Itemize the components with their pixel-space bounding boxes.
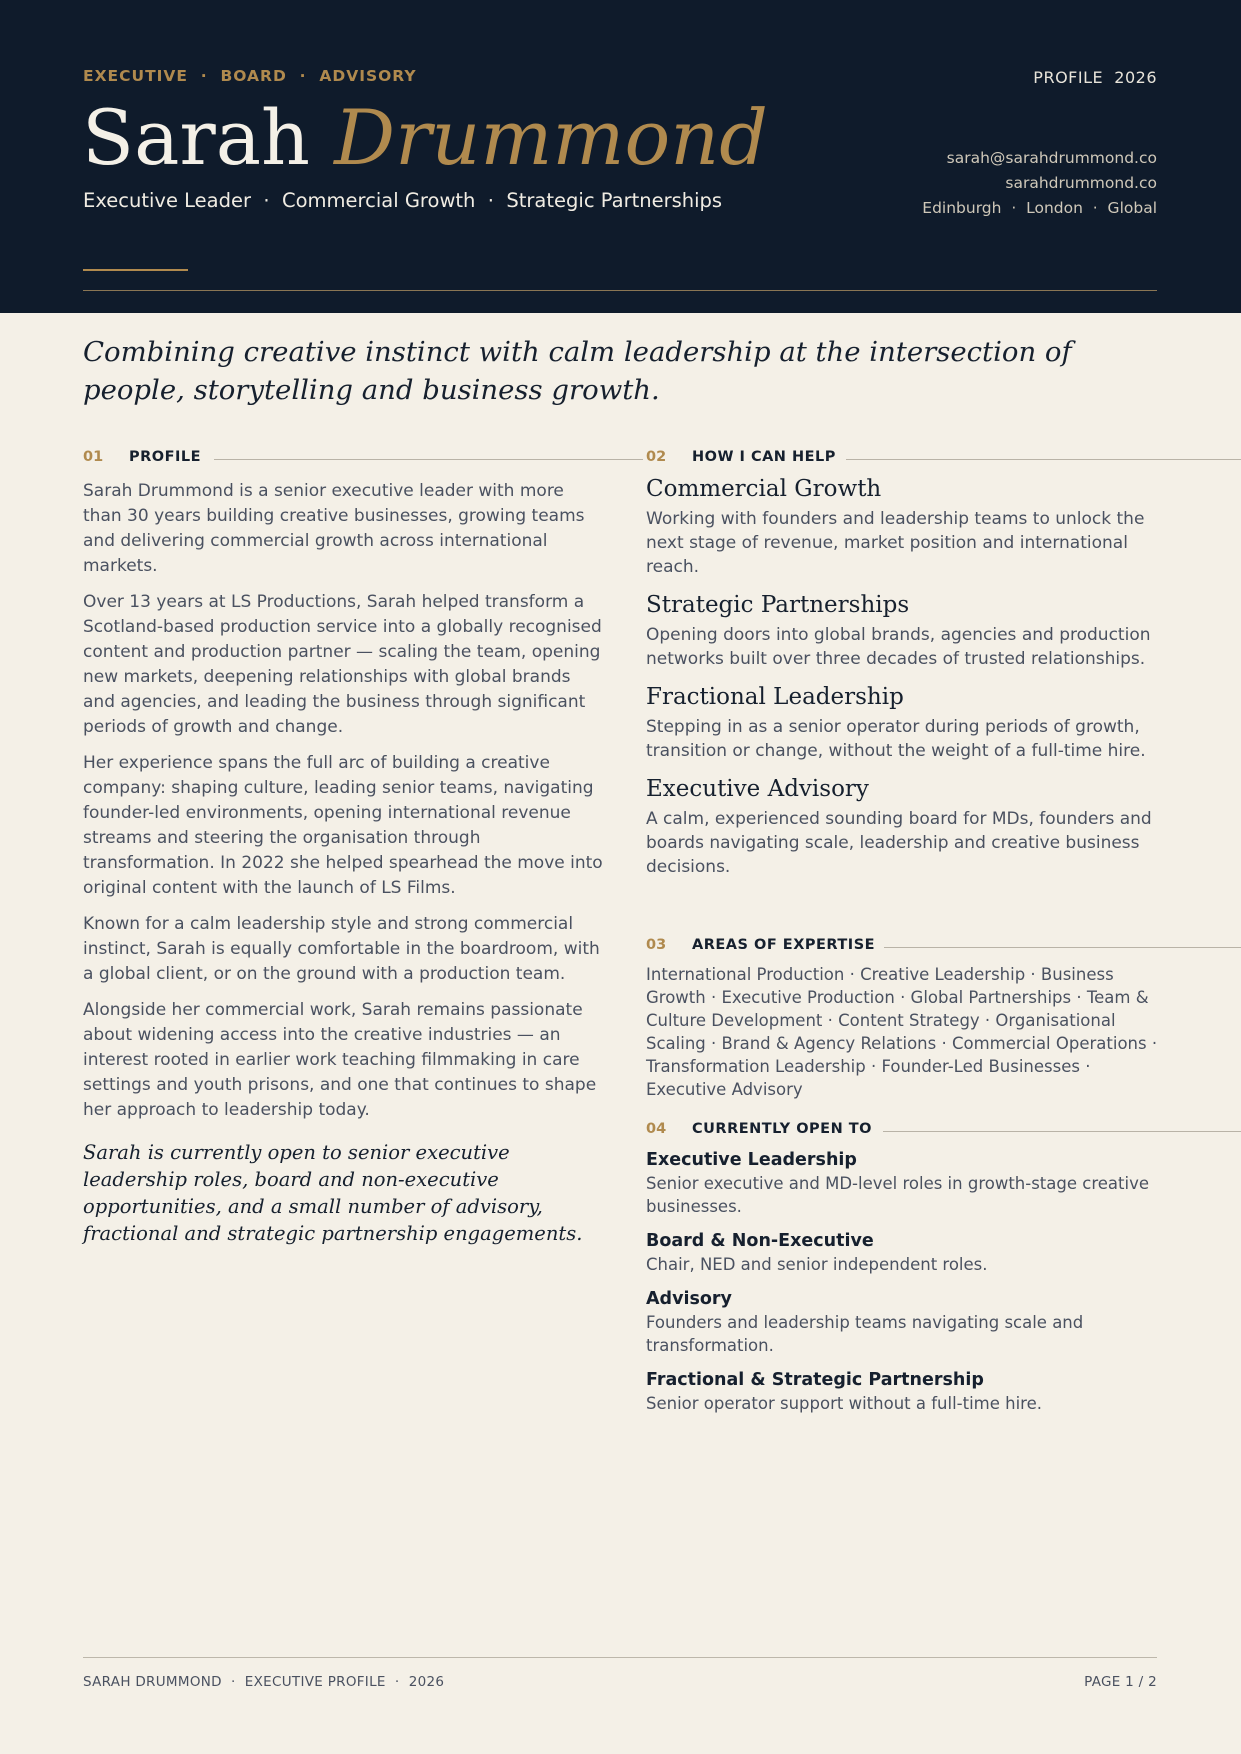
section-rule — [846, 459, 1241, 460]
open-to-list — [646, 1148, 1166, 1426]
section-header-profile — [83, 449, 643, 469]
help-item-text: Stepping in as a senior operator during periods of growth, transition or change, without the weight of a full-time hire. — [646, 717, 1146, 761]
help-item-text: A calm, experienced sounding board for MDs, founders and boards navigating scale, leadership and creative business decisions. — [646, 809, 1152, 877]
section-title: CURRENTLY OPEN TO — [692, 1121, 872, 1137]
help-item-title: Fractional Leadership — [646, 684, 904, 710]
open-to-text: Senior operator support without a full-time hire. — [646, 1394, 1042, 1413]
section-rule — [884, 947, 1241, 948]
email-link[interactable]: sarah@sarahdrummond.co — [946, 149, 1157, 167]
page-number: PAGE 1 / 2 — [1084, 1674, 1157, 1690]
section-header-expertise — [646, 937, 1241, 957]
header-band — [0, 0, 1241, 313]
role-eyebrow: EXECUTIVE · BOARD · ADVISORY — [83, 67, 417, 85]
open-to-title: Fractional & Strategic Partnership — [646, 1370, 984, 1390]
help-item-title: Commercial Growth — [646, 476, 882, 502]
section-number: 01 — [83, 449, 104, 465]
open-to-title: Board & Non-Executive — [646, 1231, 874, 1251]
open-to-item — [646, 1368, 1166, 1415]
contact-block — [922, 146, 1157, 221]
open-to-text: Senior executive and MD-level roles in growth-stage creative businesses. — [646, 1174, 1149, 1216]
last-name: Drummond — [334, 93, 768, 182]
help-item-title: Strategic Partnerships — [646, 592, 910, 618]
candidate-name — [82, 93, 768, 183]
open-to-title: Advisory — [646, 1289, 732, 1309]
section-title: PROFILE — [129, 449, 202, 465]
footer-label: SARAH DRUMMOND · EXECUTIVE PROFILE · 2026 — [83, 1674, 445, 1690]
help-item — [646, 775, 1161, 879]
first-name: Sarah — [82, 93, 310, 182]
help-list — [646, 475, 1161, 891]
intro-statement: Combining creative instinct with calm leadership at the intersection of people, storytelling and business growth. — [83, 336, 1072, 406]
header-divider — [83, 290, 1157, 291]
profile-paragraph: Sarah Drummond is a senior executive leader with more than 30 years building creative businesses, growing teams and delivering commercial growth across international markets. — [83, 481, 585, 576]
help-item — [646, 591, 1161, 671]
open-to-item — [646, 1229, 1166, 1276]
open-to-text: Founders and leadership teams navigating scale and transformation. — [646, 1313, 1084, 1355]
help-item — [646, 475, 1161, 579]
section-header-open-to — [646, 1121, 1241, 1141]
expertise-list: International Production · Creative Leadership · Business Growth · Executive Production · Global Partnerships · Team & Culture Development · Content Strategy · Organisational Scaling · Brand & Agency Relations · Commercial Operations · Transformation Leadership · Founder-Led Businesses · Executive Advisory — [646, 965, 1158, 1099]
section-title: AREAS OF EXPERTISE — [692, 937, 876, 953]
profile-paragraph: Known for a calm leadership style and strong commercial instinct, Sarah is equally comfortable in the boardroom, with a global client, or on the ground with a production team. — [83, 914, 600, 984]
section-number: 02 — [646, 449, 667, 465]
help-item-text: Working with founders and leadership teams to unlock the next stage of revenue, market position and international reach. — [646, 509, 1145, 577]
section-title: HOW I CAN HELP — [692, 449, 836, 465]
section-rule — [214, 459, 643, 460]
open-to-item — [646, 1287, 1166, 1357]
help-item-text: Opening doors into global brands, agencies and production networks built over three decades of trusted relationships. — [646, 625, 1151, 669]
open-to-title: Executive Leadership — [646, 1150, 857, 1170]
section-rule — [883, 1131, 1241, 1132]
profile-paragraph: Alongside her commercial work, Sarah remains passionate about widening access into the creative industries — an interest rooted in earlier work teaching filmmaking in care settings and youth prisons, and one that continues to shape her approach to leadership today. — [83, 1000, 597, 1120]
website-link[interactable]: sarahdrummond.co — [1005, 174, 1157, 192]
profile-paragraph: Her experience spans the full arc of building a creative company: shaping culture, leading senior teams, navigating founder-led environments, opening international revenue streams and steering the organisation through transformation. In 2022 she helped spearhead the move into original content with the launch of LS Films. — [83, 753, 603, 898]
footer-divider — [83, 1657, 1157, 1658]
profile-closing-statement: Sarah is currently open to senior executive leadership roles, board and non-executive opportunities, and a small number of advisory, fractional and strategic partnership engagements. — [83, 1141, 583, 1245]
section-number: 03 — [646, 937, 667, 953]
section-header-help — [646, 449, 1241, 469]
locations: Edinburgh · London · Global — [922, 199, 1157, 217]
profile-year-label: PROFILE 2026 — [1033, 68, 1157, 87]
open-to-item — [646, 1148, 1166, 1218]
section-number: 04 — [646, 1121, 667, 1137]
profile-paragraph: Over 13 years at LS Productions, Sarah helped transform a Scotland-based production service into a globally recognised content and production partner — scaling the team, opening new markets, deepening relationships with global brands and agencies, and leading the business through significant periods of growth and change. — [83, 592, 602, 737]
open-to-text: Chair, NED and senior independent roles. — [646, 1255, 988, 1274]
help-item-title: Executive Advisory — [646, 776, 869, 802]
help-item — [646, 683, 1161, 763]
headline-tagline: Executive Leader · Commercial Growth · Strategic Partnerships — [83, 189, 723, 212]
profile-column — [83, 479, 603, 1258]
accent-divider — [83, 269, 188, 271]
